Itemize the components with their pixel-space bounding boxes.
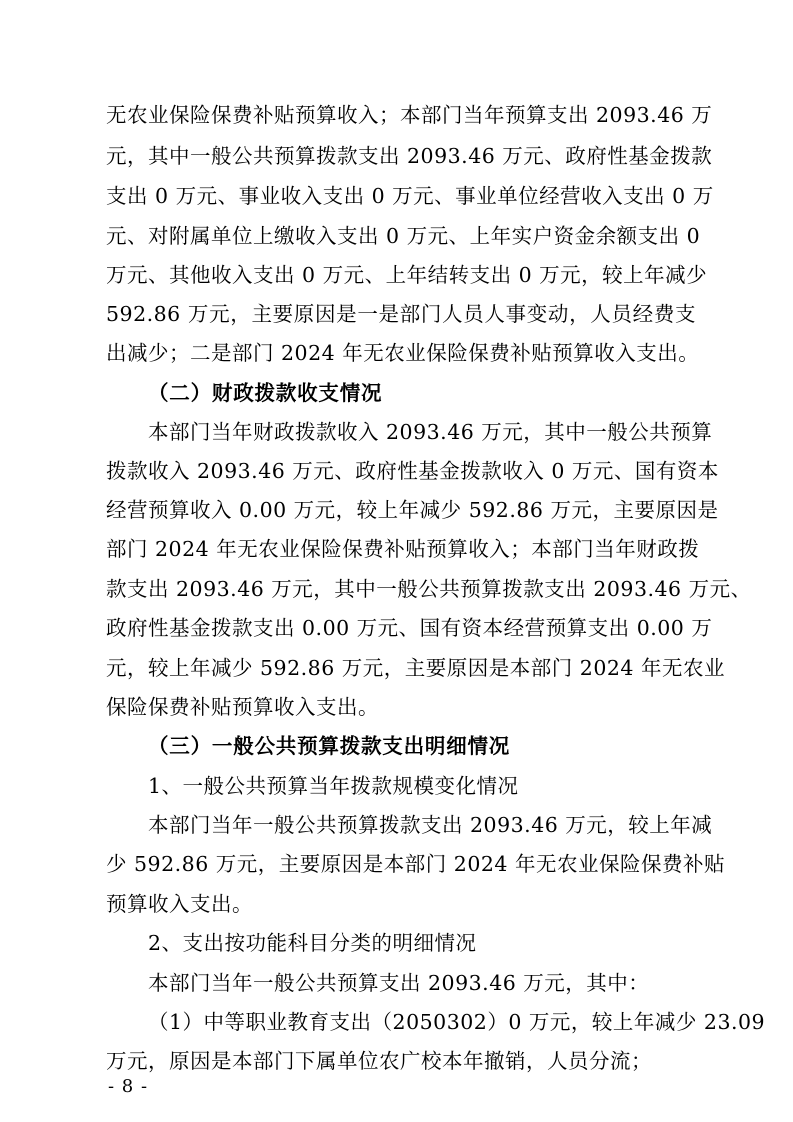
- body-text-line: 元、对附属单位上缴收入支出 0 万元、上年实户资金余额支出 0: [106, 224, 701, 248]
- body-text-line: 元，其中一般公共预算拨款支出 2093.46 万元、政府性基金拨款: [106, 144, 713, 168]
- body-text-line: 本部门当年财政拨款收入 2093.46 万元，其中一般公共预算: [148, 420, 713, 444]
- body-text-line: 经营预算收入 0.00 万元，较上年减少 592.86 万元，主要原因是: [106, 498, 719, 522]
- body-text-line: 592.86 万元，主要原因是一是部门人员人事变动，人员经费支: [106, 302, 696, 326]
- section-heading-2: （二）财政拨款收支情况: [148, 381, 383, 405]
- body-text-line: 元，较上年减少 592.86 万元，主要原因是本部门 2024 年无农业: [106, 656, 725, 680]
- page-number: - 8 -: [108, 1076, 149, 1097]
- body-text-line: 万元，原因是本部门下属单位农广校本年撤销，人员分流；: [106, 1049, 652, 1073]
- body-text-line: 拨款收入 2093.46 万元、政府性基金拨款收入 0 万元、国有资本: [106, 459, 719, 483]
- subsection-heading-2: 2、支出按功能科目分类的明细情况: [148, 931, 477, 955]
- body-text-line: 出减少；二是部门 2024 年无农业保险保费补贴预算收入支出。: [106, 341, 700, 365]
- body-text-line: 保险保费补贴预算收入支出。: [106, 695, 379, 719]
- body-text-line: 预算收入支出。: [106, 892, 253, 916]
- body-text-line: 本部门当年一般公共预算支出 2093.46 万元，其中：: [148, 971, 650, 995]
- body-text-line: 政府性基金拨款支出 0.00 万元、国有资本经营预算支出 0.00 万: [106, 616, 713, 640]
- body-text-line: 本部门当年一般公共预算拨款支出 2093.46 万元，较上年减: [148, 813, 713, 837]
- body-text-line: 少 592.86 万元，主要原因是本部门 2024 年无农业保险保费补贴: [106, 852, 725, 876]
- body-text-line: （1）中等职业教育支出（2050302）0 万元，较上年减少 23.09: [148, 1010, 766, 1034]
- body-text-line: 款支出 2093.46 万元，其中一般公共预算拨款支出 2093.46 万元、: [106, 577, 752, 601]
- section-heading-3: （三）一般公共预算拨款支出明细情况: [148, 734, 511, 758]
- body-text-line: 部门 2024 年无农业保险保费补贴预算收入；本部门当年财政拨: [106, 537, 700, 561]
- body-text-line: 支出 0 万元、事业收入支出 0 万元、事业单位经营收入支出 0 万: [106, 184, 714, 208]
- body-text-line: 万元、其他收入支出 0 万元、上年结转支出 0 万元，较上年减少: [106, 263, 708, 287]
- body-text-line: 无农业保险保费补贴预算收入；本部门当年预算支出 2093.46 万: [106, 103, 713, 127]
- subsection-heading-1: 1、一般公共预算当年拨款规模变化情况: [148, 774, 519, 798]
